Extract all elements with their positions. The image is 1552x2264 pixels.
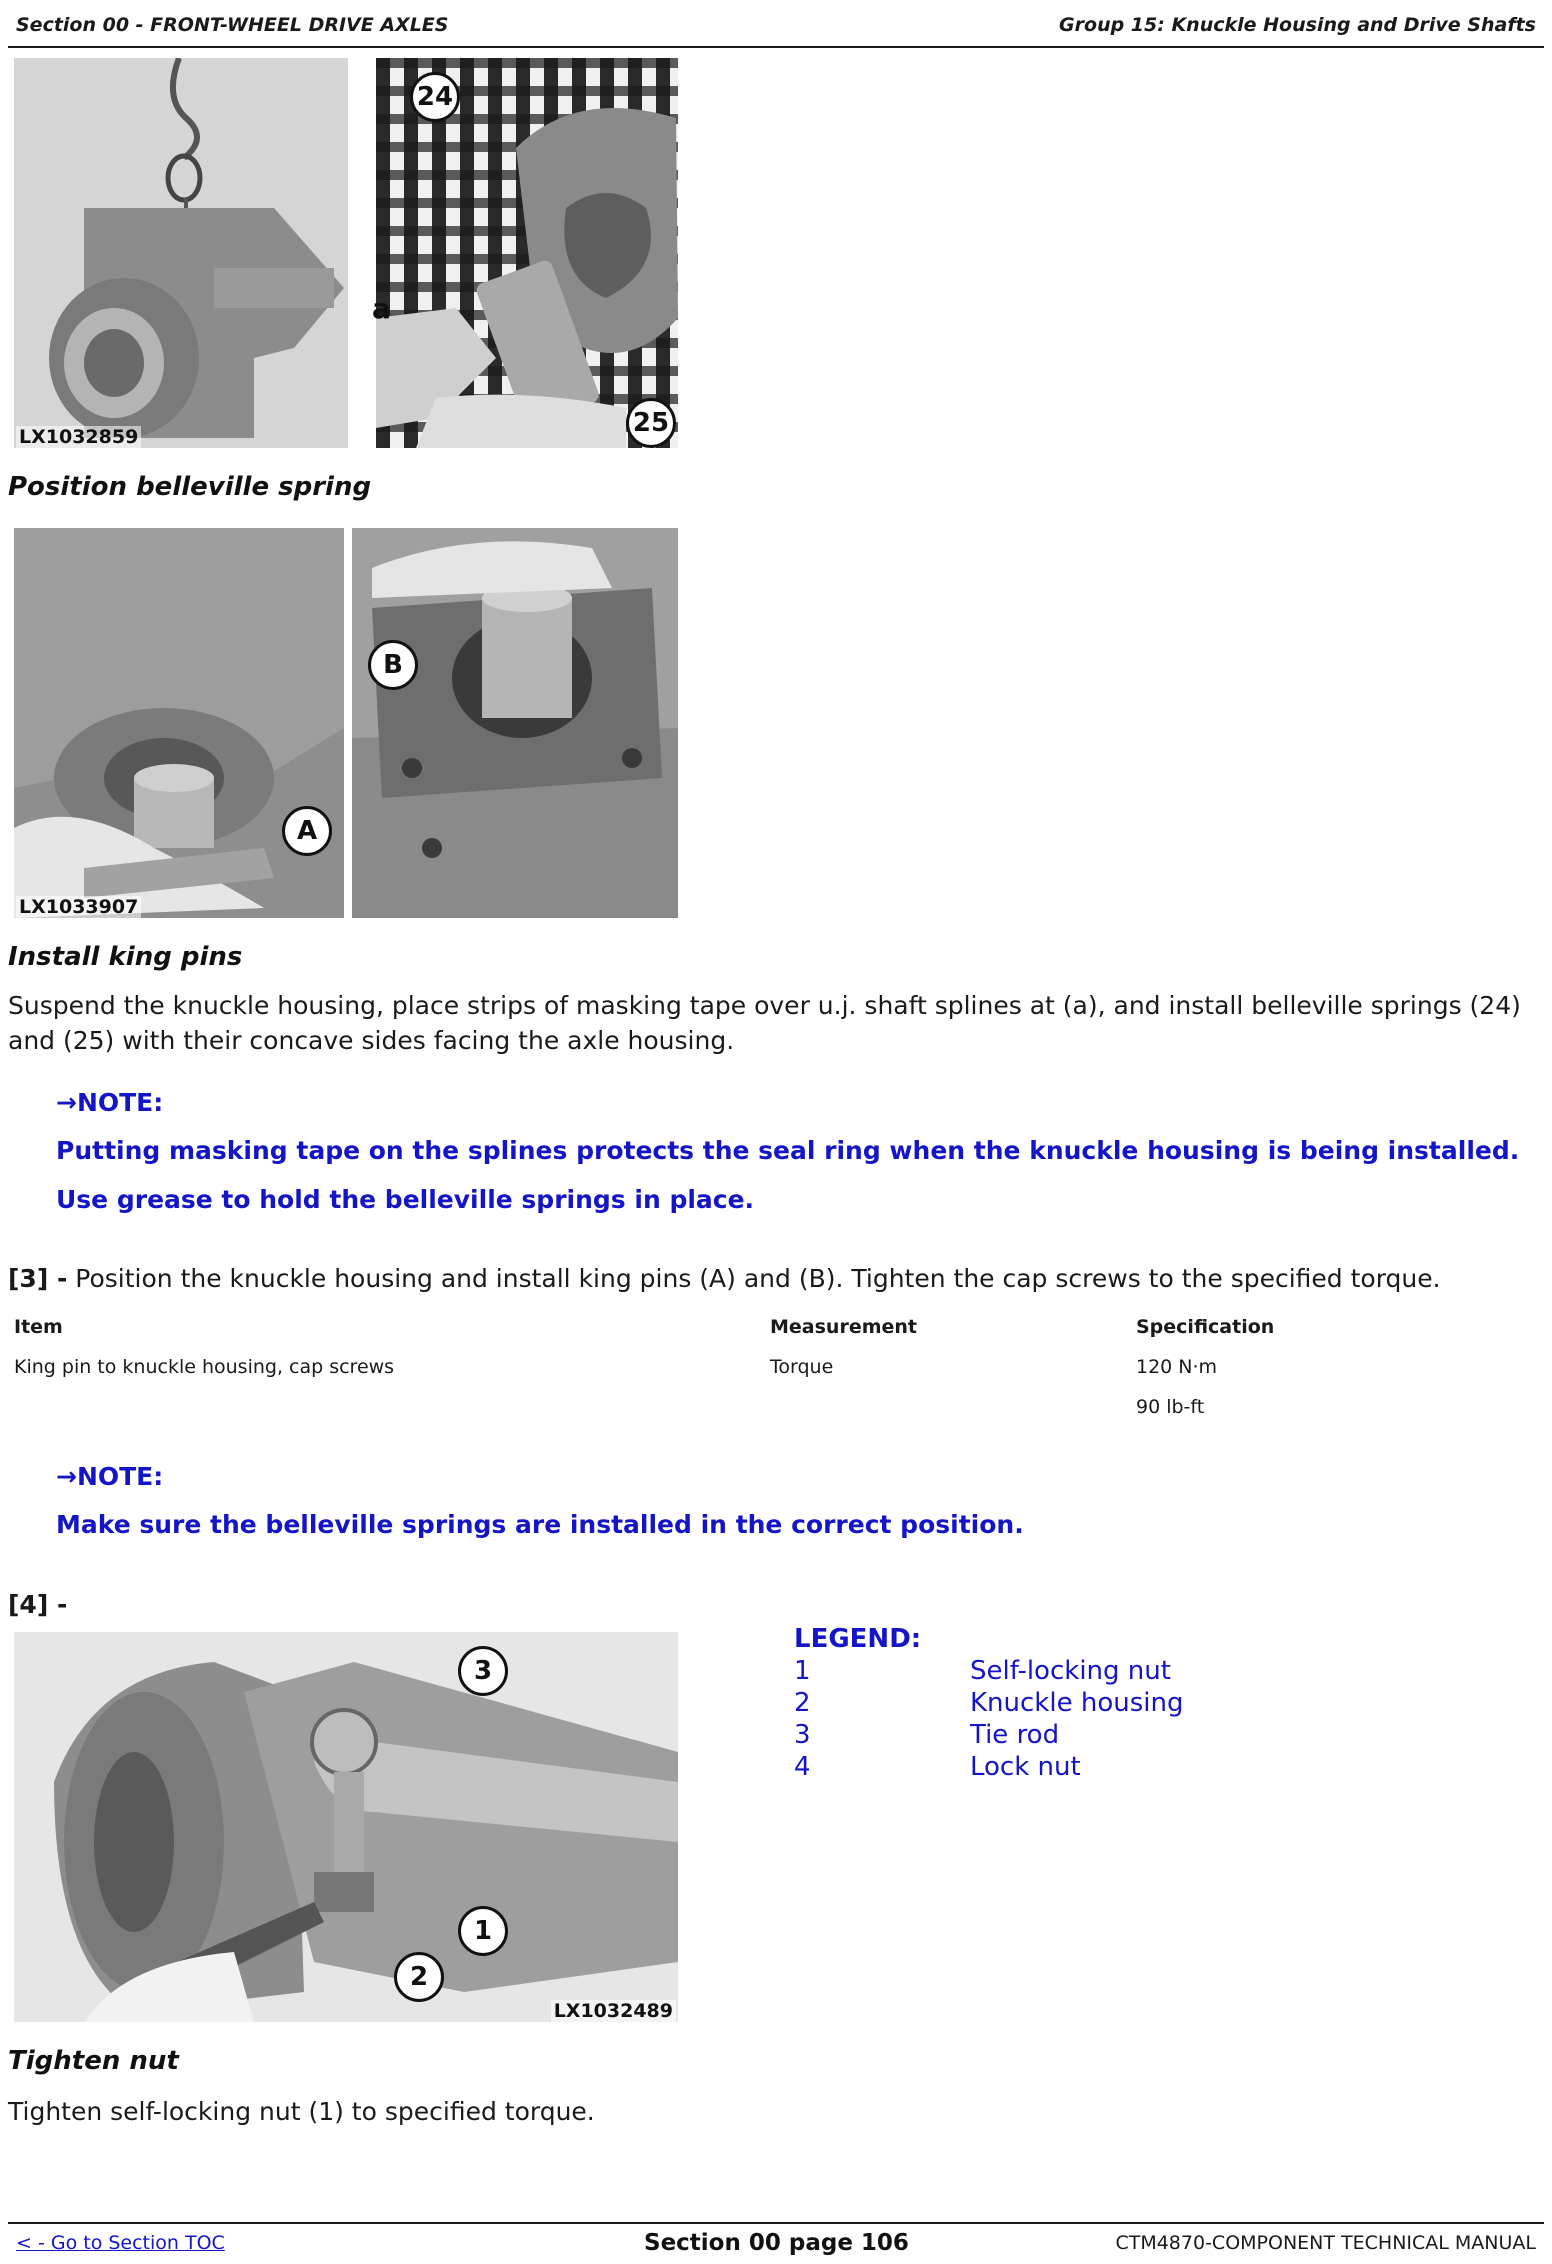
go-to-section-toc-link[interactable]: < - Go to Section TOC: [16, 2232, 225, 2254]
legend-number: 2: [794, 1688, 811, 1718]
note-text: Use grease to hold the belleville springs in place.: [56, 1185, 755, 1214]
figure-tighten-nut: [14, 1632, 678, 2022]
figure-caption: Position belleville spring: [8, 472, 372, 502]
table-cell-measurement: Torque: [770, 1356, 834, 1378]
column-header-item: Item: [14, 1316, 63, 1338]
legend: [794, 1624, 1294, 1794]
manual-title: CTM4870-COMPONENT TECHNICAL MANUAL: [1115, 2232, 1536, 2254]
table-cell-specification: 120 N·m: [1136, 1356, 1218, 1378]
table-cell-item: King pin to knuckle housing, cap screws: [14, 1356, 395, 1378]
step-number: [3] -: [8, 1264, 68, 1293]
callout-3: 3: [458, 1646, 508, 1696]
legend-number: 4: [794, 1752, 811, 1782]
page-number: Section 00 page 106: [644, 2230, 909, 2256]
callout-2: 2: [394, 1952, 444, 2002]
callout-a: A: [282, 806, 332, 856]
legend-label: Knuckle housing: [970, 1688, 1184, 1718]
figure-caption: Tighten nut: [8, 2046, 179, 2076]
column-header-measurement: Measurement: [770, 1316, 917, 1338]
legend-label: Lock nut: [970, 1752, 1081, 1782]
legend-number: 1: [794, 1656, 811, 1686]
legend-label: Tie rod: [970, 1720, 1060, 1750]
note-label: →NOTE:: [56, 1088, 164, 1117]
figure-king-pins: [14, 528, 678, 918]
footer-divider: [8, 2222, 1544, 2224]
figure-caption: Install king pins: [8, 942, 243, 972]
legend-title: LEGEND:: [794, 1624, 922, 1654]
step-text: Position the knuckle housing and install king pins (A) and (B). Tighten the cap screws to the specified torque.: [75, 1264, 1441, 1293]
spec-table: [14, 1316, 1534, 1436]
note-text: Make sure the belleville springs are installed in the correct position.: [56, 1510, 1024, 1539]
figure-belleville-spring: [14, 58, 678, 448]
step-3: [8, 1264, 1538, 1293]
section-header: Section 00 - FRONT-WHEEL DRIVE AXLES: [16, 14, 449, 36]
note-label: →NOTE:: [56, 1462, 164, 1491]
callout-a: a: [372, 292, 391, 325]
note-text: Putting masking tape on the splines protects the seal ring when the knuckle housing is being installed.: [56, 1136, 1520, 1165]
king-pin-b-photo: [352, 528, 678, 918]
legend-label: Self-locking nut: [970, 1656, 1171, 1686]
callout-b: B: [368, 640, 418, 690]
step-4-number: [4] -: [8, 1590, 68, 1619]
callout-24: 24: [410, 72, 460, 122]
instruction-paragraph: Tighten self-locking nut (1) to specified torque.: [8, 2097, 595, 2126]
column-header-specification: Specification: [1136, 1316, 1275, 1338]
callout-25: 25: [626, 398, 676, 448]
header-divider: [8, 46, 1544, 48]
figure-id: LX1032489: [551, 2000, 676, 2022]
callout-1: 1: [458, 1906, 508, 1956]
figure-id: LX1033907: [16, 896, 141, 918]
figure-id: LX1032859: [16, 426, 141, 448]
group-header: Group 15: Knuckle Housing and Drive Shafts: [1059, 14, 1536, 36]
king-pin-a-photo: [14, 528, 344, 918]
instruction-paragraph: Suspend the knuckle housing, place strips of masking tape over u.j. shaft splines at (a), and install belleville springs (24) and (25) with their concave sides facing the axle housing.: [8, 991, 1521, 1055]
knuckle-suspended-photo: [14, 58, 348, 448]
legend-number: 3: [794, 1720, 811, 1750]
table-cell-specification: 90 lb-ft: [1136, 1396, 1205, 1418]
